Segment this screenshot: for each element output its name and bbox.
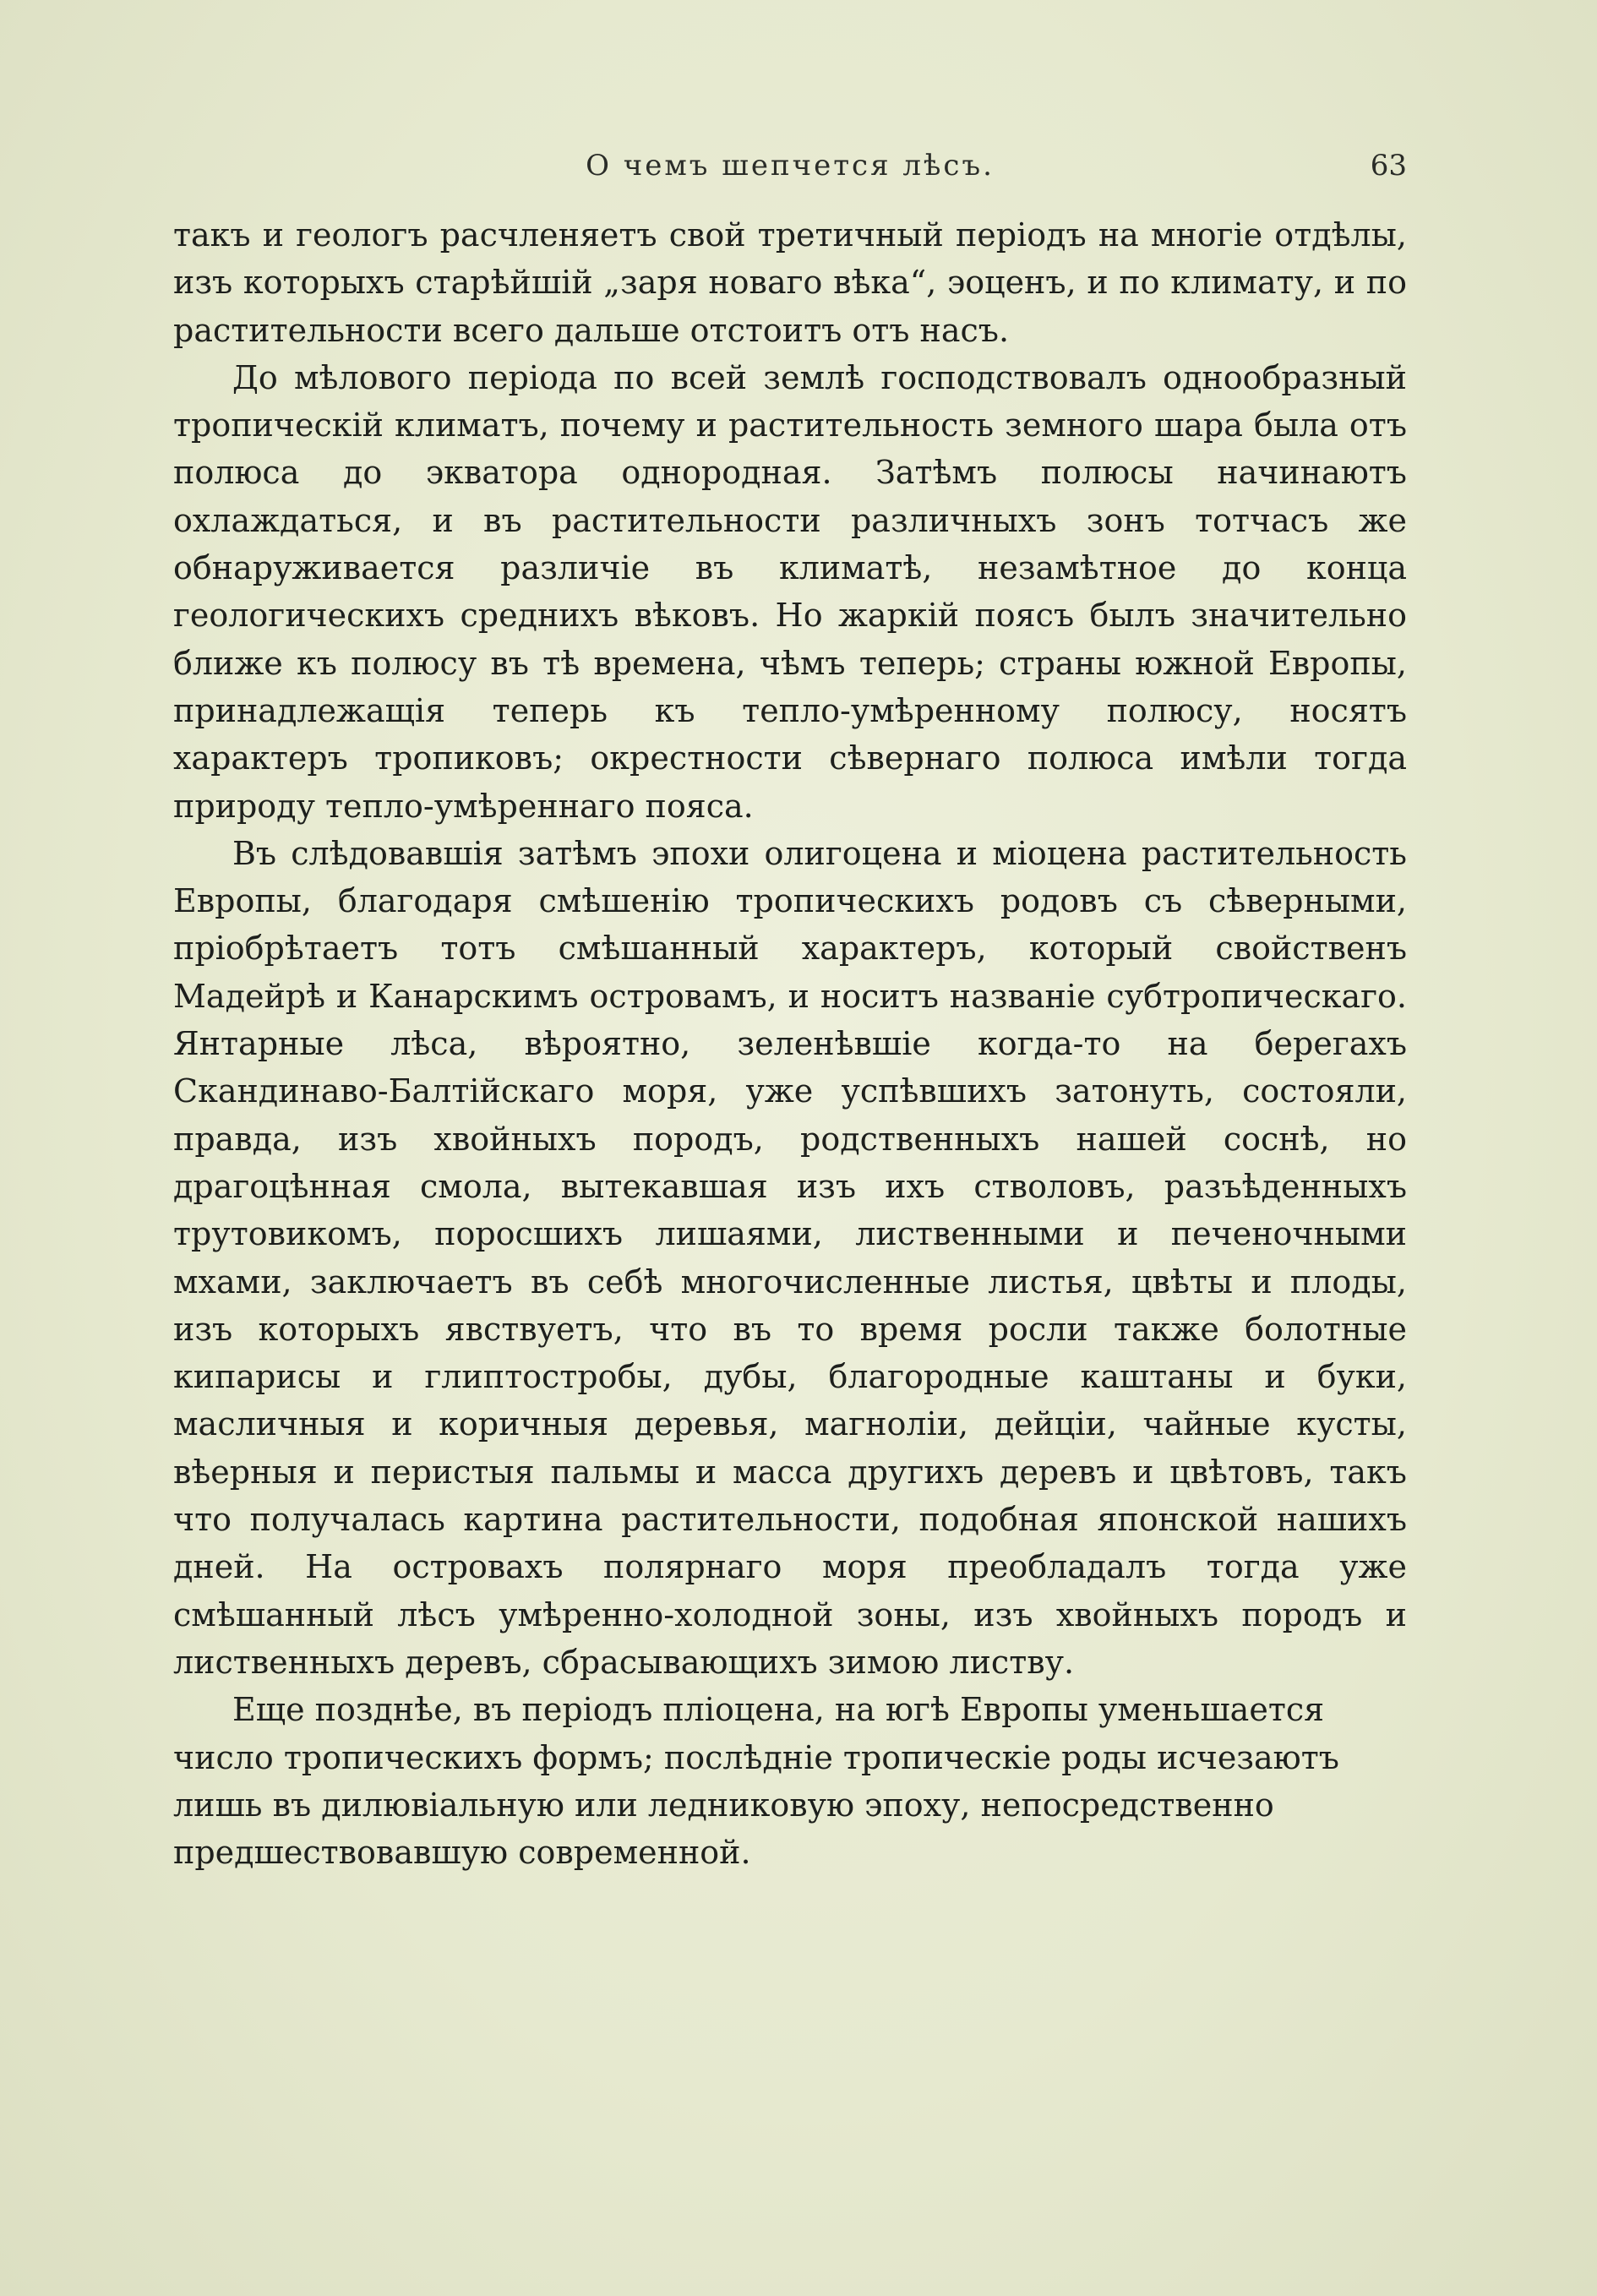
body-text: [173, 211, 1407, 1876]
paragraph-oligocene-miocene: Въ слѣдовавшія затѣмъ эпохи олигоцена и міоцена растительность Европы, благодаря смѣшенію тропическихъ родовъ съ сѣверными, пріобрѣтаетъ тотъ смѣшанный характеръ, который свойственъ Мадейрѣ и Канарскимъ островамъ, и носитъ названіе субтропическаго. Янтарные лѣса, вѣроятно, зеленѣвшіе когда-то на берегахъ Скандинаво-Балтійскаго моря, уже успѣвшихъ затонуть, состояли, правда, изъ хвойныхъ породъ, родственныхъ нашей соснѣ, но драгоцѣнная смола, вытекавшая изъ ихъ стволовъ, разъѣденныхъ трутовикомъ, поросшихъ лишаями, лиственными и печеночными мхами, заключаетъ въ себѣ многочисленные листья, цвѣты и плоды, изъ которыхъ явствуетъ, что въ то время росли также болотные кипарисы и глиптостробы, дубы, благородные каштаны и буки, масличныя и коричныя деревья, магноліи, дейціи, чайные кусты, вѣерныя и перистыя пальмы и масса другихъ деревъ и цвѣтовъ, такъ что получалась картина растительности, подобная японской нашихъ дней. На островахъ полярнаго моря преобладалъ тогда уже смѣшанный лѣсъ умѣренно-холодной зоны, изъ хвойныхъ породъ и лиственныхъ деревъ, сбрасывающихъ зимою листву.: [173, 834, 1407, 1681]
running-head: [173, 149, 1407, 191]
running-title: О чемъ шепчется лѣсъ.: [586, 149, 995, 183]
paragraph-continuation: такъ и геологъ расчленяетъ свой третичный періодъ на многіе отдѣлы, изъ которыхъ старѣйшій „заря новаго вѣка“, эоценъ, и по климату, и по растительности всего дальше отстоитъ отъ насъ.: [173, 216, 1407, 349]
paragraph-pliocene: Еще позднѣе, въ періодъ пліоцена, на югѣ Европы уменьшается число тропическихъ формъ; послѣдніе тропическіе роды исчезаютъ лишь въ дилювіальную или ледниковую эпоху, непосредственно предшествовавшую современной.: [173, 1691, 1339, 1872]
paragraph-chalk-period: До мѣлового періода по всей землѣ господствовалъ однообразный тропическій климатъ, почему и растительность земного шара была отъ полюса до экватора однородная. Затѣмъ полюсы начинаютъ охлаждаться, и въ растительности различныхъ зонъ тотчасъ же обнаруживается различіе въ климатѣ, незамѣтное до конца геологическихъ среднихъ вѣковъ. Но жаркій поясъ былъ значительно ближе къ полюсу въ тѣ времена, чѣмъ теперь; страны южной Европы, принадлежащія теперь къ тепло-умѣренному полюсу, носятъ характеръ тропиковъ; окрестности сѣвернаго полюса имѣли тогда природу тепло-умѣреннаго пояса.: [173, 358, 1407, 825]
page-number: 63: [1370, 149, 1407, 183]
